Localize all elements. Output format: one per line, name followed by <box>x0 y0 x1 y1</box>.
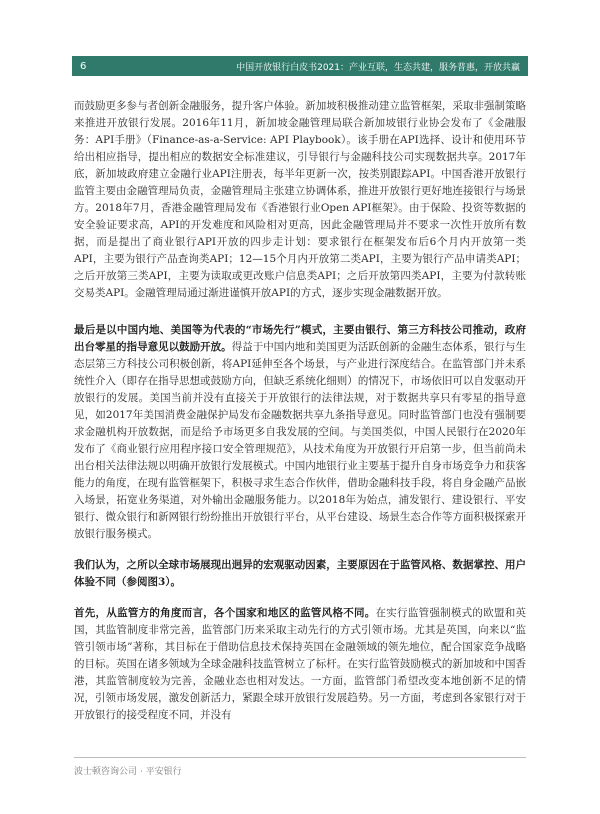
paragraph-3 <box>74 557 526 591</box>
header-bar <box>72 56 528 76</box>
paragraph-2 <box>74 322 526 543</box>
paragraph-1 <box>74 98 526 302</box>
paragraph-2-text: 得益于中国内地和美国更为活跃创新的金融生态体系，银行与生态层第三方科技公司积极创新，将API延伸至各个场景，与产业进行深度结合。在监管部门并未系统性介入（即存在指导思想或鼓励方向，但缺乏系统化细则）的情况下，市场依旧可以自发驱动开放银行的发展。美国当前并没有直接关于开放银行的法律法规，对于数据共享只有零星的指导意见，如2017年美国消费金融保护局发布金融数据共享九条指导意见。同时监管部门也没有强制要求金融机构开放数据，而是给予市场更多自我发展的空间。与美国类似，中国人民银行在2020年发布了《商业银行应用程序接口安全管理规范》，从技术角度为开放银行开启第一步，但当前尚未出台相关法律法规以明确开放银行发展模式。中国内地银行业主要基于提升自身市场竞争力和获客能力的角度，在现有监管框架下，积极寻求生态合作伙伴，借助金融科技手段，将自身金融产品嵌入场景，拓宽业务渠道，对外输出金融服务能力。以2018年为始点，浦发银行、建设银行、平安银行、微众银行和新网银行纷纷推出开放银行平台，从平台建设、场景生态合作等方面积极探索开放银行服务模式。 <box>74 341 527 540</box>
paragraph-4 <box>74 605 526 724</box>
paragraph-3-lead: 我们认为，之所以全球市场展现出迥异的宏观驱动因素，主要原因在于监管风格、数据掌控、用户体验不同（参阅图3）。 <box>74 559 526 588</box>
running-title: 中国开放银行白皮书2021：产业互联，生态共建，服务普惠，开放共赢 <box>236 62 520 73</box>
paragraph-2-lead: 最后是以中国内地、美国等为代表的“市场先行”模式，主要由银行、第三方科技公司推动，政府出台零星的指导意见以鼓励开放。 <box>74 324 526 353</box>
footer-credit: 波士顿咨询公司 · 平安银行 <box>74 767 182 777</box>
paragraph-4-lead: 首先，从监管方的角度而言，各个国家和地区的监管风格不同。 <box>74 607 376 619</box>
document-body <box>74 98 526 738</box>
paragraph-1-text: 而鼓励更多参与者创新金融服务，提升客户体验。新加坡积极推动建立监管框架，采取非强制策略来推进开放银行发展。2016年11月，新加坡金融管理局联合新加坡银行业协会发布了《金融服务：API手册》（Finance-as-a-Service: API Playbook）。该手册在API选择、设计和使用环节给出相应指导，提出相应的数据安全标准建议，引导银行与金融科技公司实现数据共享。2017年底，新加坡政府建立金融行业API注册表，每半年更新一次，按类别跟踪API。中国香港开放银行监管主要由金融管理局负责，金融管理局主张建立协调体系，推进开放银行更好地连接银行与场景方。2018年7月，香港金融管理局发布《香港银行业Open API框架》。由于保险、投资等数据的安全验证要求高，API的开发难度和风险相对更高，因此金融管理局并不要求一次性开放所有数据，而是提出了商业银行API开放的四步走计划：要求银行在框架发布后6个月内开放第一类API，主要为银行产品查询类API；12—15个月内开放第二类API，主要为银行产品申请类API；之后开放第三类API，主要为读取或更改账户信息类API；之后开放第四类API，主要为付款转账交易类API。金融管理局通过渐进谨慎开放API的方式，逐步实现金融数据开放。 <box>74 100 526 299</box>
footer-divider <box>74 757 526 758</box>
paragraph-4-text: 在实行监管强制模式的欧盟和英国，其监管制度非常完善，监管部门历来采取主动先行的方式引领市场。尤其是英国，向来以“监管引领市场”著称，其目标在于借助信息技术保持英国在金融领域的领先地位，配合国家竞争战略的目标。英国在诸多领域为全球金融科技监管树立了标杆。在实行监管鼓励模式的新加坡和中国香港，其监管制度较为完善，金融业态也相对发达。一方面，监管部门希望改变本地创新不足的情况，引领市场发展，激发创新活力，紧跟全球开放银行发展趋势。另一方面，考虑到各家银行对于开放银行的接受程度不同，并没有 <box>74 607 527 721</box>
page-number: 6 <box>80 60 87 72</box>
